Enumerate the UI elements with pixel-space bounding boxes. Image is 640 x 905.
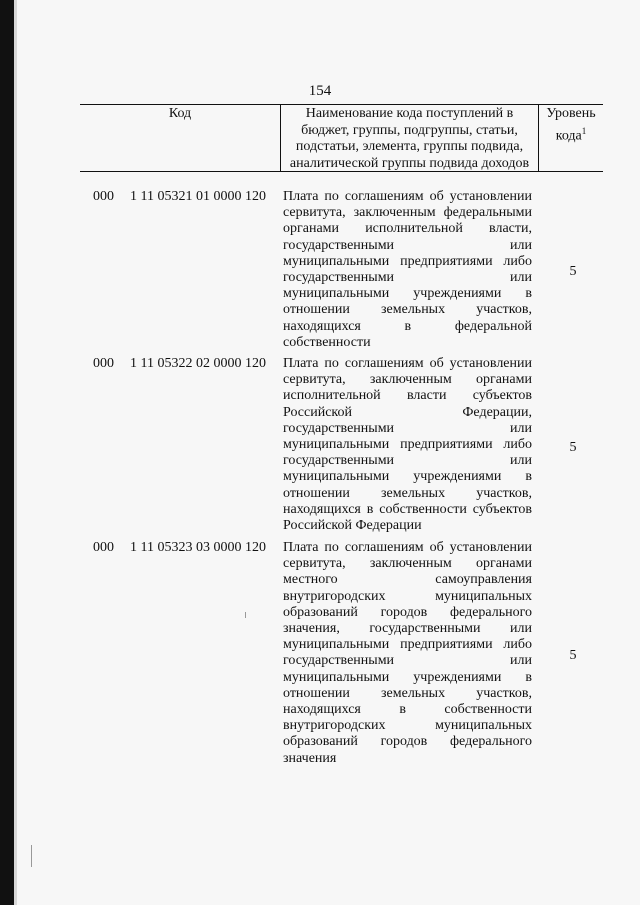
- row-name-line: муниципальными предприятиями либо: [283, 253, 532, 269]
- row-name-line: муниципальными учреждениями в: [283, 286, 532, 302]
- row-level: 5: [569, 440, 577, 455]
- row-name-line: Российской Федерации: [283, 518, 422, 534]
- row-name: [283, 540, 532, 767]
- row-name-line: находящихся в федеральной: [283, 318, 532, 334]
- row-name-line: государственными или: [283, 237, 532, 253]
- row-name-line: находящихся в собственности: [283, 702, 532, 718]
- row-class-code: 000: [93, 189, 114, 204]
- header-level-line2: [539, 123, 603, 145]
- row-name-line: государственными или: [283, 420, 532, 436]
- row-level: 5: [569, 648, 577, 663]
- row-name-line: государственными или: [283, 270, 532, 286]
- row-name-line: Российской Федерации,: [283, 404, 532, 420]
- scan-left-edge: [0, 0, 14, 905]
- row-name-line: государственными или: [283, 453, 532, 469]
- row-name-line: находящихся в собственности субъектов: [283, 501, 532, 517]
- row-name-line: отношении земельных участков,: [283, 485, 532, 501]
- row-name-line: муниципальными учреждениями в: [283, 669, 532, 685]
- row-name-line: собственности: [283, 334, 371, 350]
- row-name-line: органами исполнительной власти,: [283, 221, 532, 237]
- page-number: 154: [308, 83, 332, 99]
- row-name-line: Плата по соглашениям об установлении: [283, 356, 532, 371]
- row-name: [283, 189, 532, 351]
- row-name-line: значения: [283, 750, 337, 766]
- row-name-line: отношении земельных участков,: [283, 302, 532, 318]
- header-level: [539, 106, 603, 145]
- row-name-line: муниципальными предприятиями либо: [283, 637, 532, 653]
- row-name-line: сервитута, заключенным органами: [283, 556, 532, 572]
- row-code: 1 11 05322 02 0000 120: [130, 356, 266, 371]
- row-name-line: государственными или: [283, 653, 532, 669]
- row-name-line: значения, государственными или: [283, 621, 532, 637]
- row-name-line: сервитута, заключенным органами: [283, 372, 532, 388]
- row-class-code: 000: [93, 356, 114, 371]
- header-name-line: подстатьи, элемента, группы подвида,: [295, 139, 524, 154]
- header-name-line: аналитической группы подвида доходов: [289, 155, 530, 171]
- header-name-line: бюджет, группы, подгруппы, статьи,: [301, 122, 518, 138]
- header-name: [281, 106, 538, 172]
- header-level-line1: Уровень: [546, 106, 596, 121]
- header-level-text: кода: [555, 128, 582, 144]
- row-level: 5: [569, 264, 577, 279]
- row-name-line: сервитута, заключенным федеральными: [283, 205, 532, 221]
- row-name-line: образований городов федерального: [283, 734, 532, 750]
- scan-left-edge-shadow: [14, 0, 17, 905]
- table-header: [80, 104, 603, 172]
- row-name-line: внутригородских муниципальных: [283, 718, 532, 734]
- header-level-footnote: 1: [581, 125, 587, 136]
- scan-speck: [31, 845, 32, 867]
- row-name-line: муниципальными предприятиями либо: [283, 437, 532, 453]
- header-code: Код: [168, 106, 192, 121]
- row-name: [283, 356, 532, 534]
- scan-speck: [245, 612, 246, 618]
- row-code: 1 11 05321 01 0000 120: [130, 189, 266, 204]
- header-name-line: Наименование кода поступлений в: [305, 106, 514, 121]
- row-name-line: отношении земельных участков,: [283, 685, 532, 701]
- row-name-line: Плата по соглашениям об установлении: [283, 189, 532, 204]
- row-name-line: внутригородских муниципальных: [283, 588, 532, 604]
- row-code: 1 11 05323 03 0000 120: [130, 540, 266, 555]
- row-name-line: образований городов федерального: [283, 604, 532, 620]
- row-class-code: 000: [93, 540, 114, 555]
- row-name-line: местного самоуправления: [283, 572, 532, 588]
- row-name-line: Плата по соглашениям об установлении: [283, 540, 532, 555]
- row-name-line: муниципальными учреждениями в: [283, 469, 532, 485]
- row-name-line: исполнительной власти субъектов: [283, 388, 532, 404]
